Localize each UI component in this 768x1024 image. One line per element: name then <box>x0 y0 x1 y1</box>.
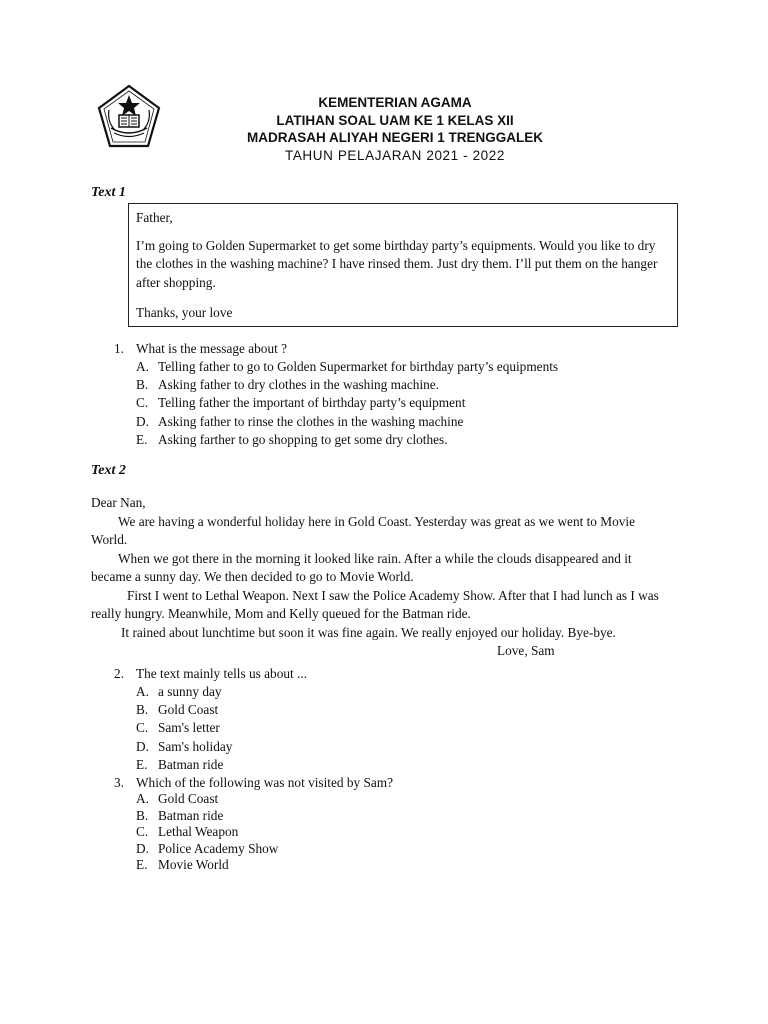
option-e[interactable]: E. Asking farther to go shopping to get some dry clothes. <box>136 431 448 447</box>
text1-body: I’m going to Golden Supermarket to get some birthday party’s equipments. Would you like to dry the clothes in the washing machine? I have rinsed them. Just dry them. I’ll put them on the hanger after shopping. <box>136 237 658 290</box>
header-school: MADRASAH ALIYAH NEGERI 1 TRENGGALEK <box>246 130 544 145</box>
text2-paragraph: It rained about lunchtime but soon it was fine again. We really enjoyed our holiday. Bye-bye. <box>121 624 616 640</box>
question-1-options <box>136 358 559 449</box>
option-c[interactable]: C. Telling father the important of birthday party’s equipment <box>136 395 466 411</box>
question-text: Which of the following was not visited by Sam? <box>136 775 394 790</box>
text1-closing: Thanks, your love <box>136 305 233 320</box>
question-text: What is the message about ? <box>136 341 288 356</box>
header-academic-year: TAHUN PELAJARAN 2021 - 2022 <box>284 147 506 163</box>
option-d[interactable]: D. Asking father to rinse the clothes in the washing machine <box>136 413 464 429</box>
text1-salutation: Father, <box>136 210 173 225</box>
text2-signoff: Love, Sam <box>497 643 555 658</box>
text1-label: Text 1 <box>91 185 126 200</box>
question-number: 3. <box>114 775 124 790</box>
header-ministry: KEMENTERIAN AGAMA <box>318 95 472 110</box>
option-a[interactable]: A. Gold Coast <box>136 791 219 806</box>
option-a[interactable]: A. Telling father to go to Golden Supermarket for birthday party’s equipments <box>136 359 559 374</box>
question-number: 2. <box>114 666 124 681</box>
text1-message-box <box>128 203 678 327</box>
option-e[interactable]: E. Batman ride <box>136 756 224 772</box>
option-d[interactable]: D. Sam's holiday <box>136 738 233 754</box>
text2-paragraph: First I went to Lethal Weapon. Next I saw the Police Academy Show. After that I had lunch as I was really hungry. Meanwhile, Mom and Kelly queued for the Batman ride. <box>91 587 659 621</box>
text2-letter <box>91 494 661 661</box>
question-text: The text mainly tells us about ... <box>136 666 307 681</box>
option-b[interactable]: B. Batman ride <box>136 807 224 823</box>
question-2-options <box>136 683 233 774</box>
text2-paragraph: We are having a wonderful holiday here in Gold Coast. Yesterday was great as we went to Movie World. <box>91 513 636 547</box>
option-b[interactable]: B. Gold Coast <box>136 702 219 718</box>
option-b[interactable]: B. Asking father to dry clothes in the washing machine. <box>136 377 440 393</box>
text2-label: Text 2 <box>91 463 126 478</box>
question-number: 1. <box>114 341 124 356</box>
option-c[interactable]: C. Lethal Weapon <box>136 824 239 839</box>
option-c[interactable]: C. Sam's letter <box>136 720 220 736</box>
option-d[interactable]: D. Police Academy Show <box>136 840 279 856</box>
question-3-options <box>136 791 279 874</box>
text2-salutation: Dear Nan, <box>91 495 146 510</box>
text2-paragraph: When we got there in the morning it looked like rain. After a while the clouds disappeared and it became a sunny day. We then decided to go to Movie World. <box>91 550 632 584</box>
question-3 <box>114 774 394 792</box>
option-a[interactable]: A. a sunny day <box>136 684 222 699</box>
ministry-emblem-logo <box>97 84 161 150</box>
header-exam-title: LATIHAN SOAL UAM KE 1 KELAS XII <box>276 112 514 128</box>
question-2 <box>114 665 307 683</box>
question-1 <box>114 340 288 358</box>
option-e[interactable]: E. Movie World <box>136 857 229 872</box>
document-header <box>200 94 590 164</box>
